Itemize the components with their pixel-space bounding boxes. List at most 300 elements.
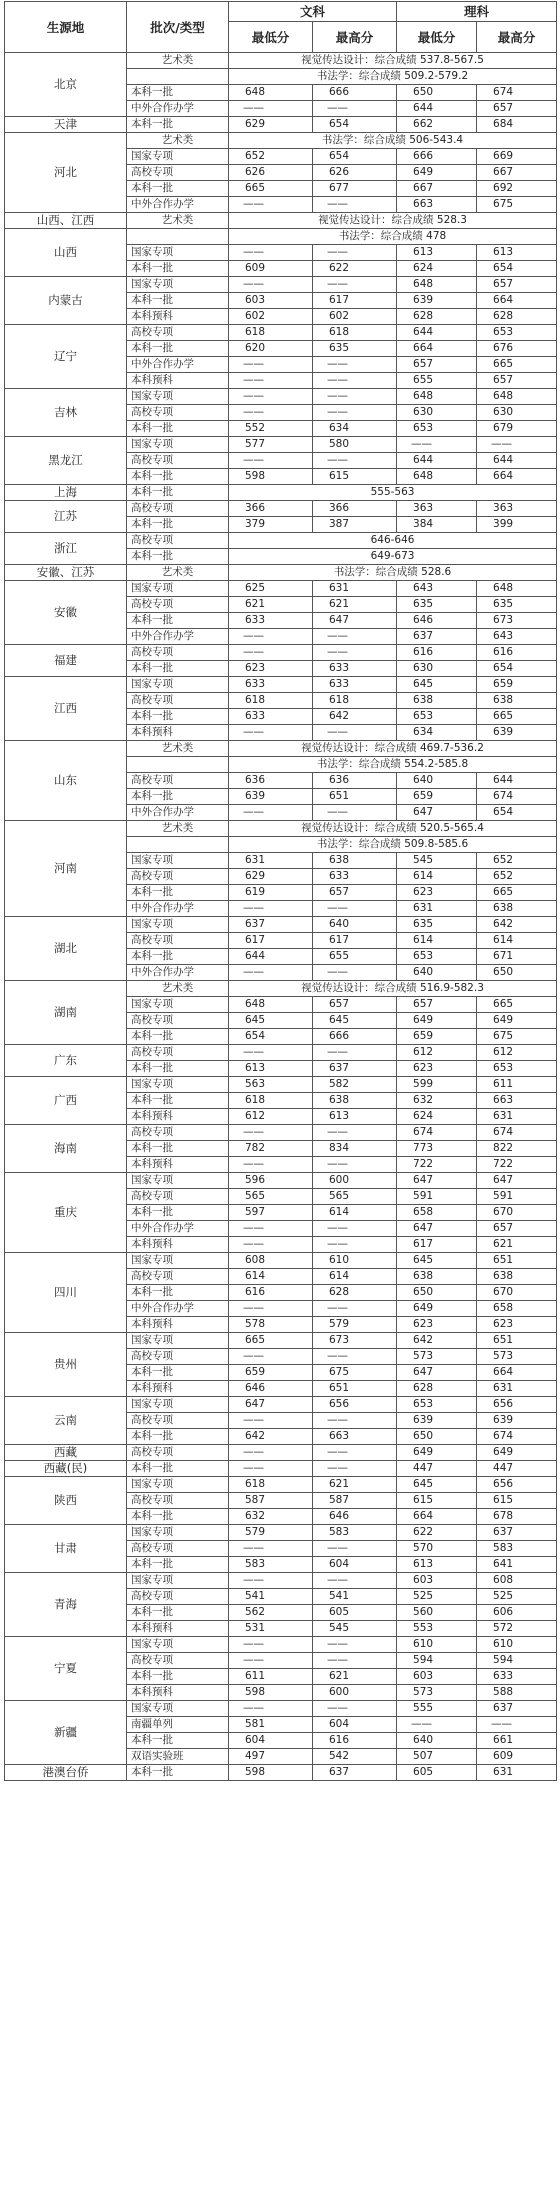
wenke-max-cell: 634	[313, 421, 397, 437]
wenke-min-cell: ——	[229, 1045, 313, 1061]
type-cell: 国家专项	[127, 677, 229, 693]
wenke-max-cell: ——	[313, 645, 397, 661]
wenke-min-cell: ——	[229, 1637, 313, 1653]
type-cell: 本科一批	[127, 1205, 229, 1221]
wenke-max-cell: 618	[313, 325, 397, 341]
like-max-cell: 669	[477, 149, 557, 165]
like-min-cell: 655	[397, 373, 477, 389]
wenke-max-cell: 582	[313, 1077, 397, 1093]
like-min-cell: 640	[397, 965, 477, 981]
wenke-max-cell: 614	[313, 1205, 397, 1221]
like-max-cell: 657	[477, 101, 557, 117]
wenke-min-cell: ——	[229, 725, 313, 741]
type-cell: 本科一批	[127, 1557, 229, 1573]
wenke-min-cell: 633	[229, 709, 313, 725]
wenke-max-cell: 617	[313, 293, 397, 309]
table-row	[5, 117, 557, 133]
like-min-cell: 591	[397, 1189, 477, 1205]
wenke-max-cell: ——	[313, 1653, 397, 1669]
like-min-cell: 570	[397, 1541, 477, 1557]
province-cell: 浙江	[5, 533, 127, 565]
type-cell: 高校专项	[127, 1493, 229, 1509]
like-min-cell: 622	[397, 1525, 477, 1541]
like-max-cell: 663	[477, 1093, 557, 1109]
like-min-cell: 643	[397, 581, 477, 597]
province-cell: 甘肃	[5, 1525, 127, 1573]
table-row	[5, 565, 557, 581]
like-min-cell: 645	[397, 677, 477, 693]
wenke-min-cell: 665	[229, 1333, 313, 1349]
like-min-cell: 773	[397, 1141, 477, 1157]
wenke-max-cell: ——	[313, 965, 397, 981]
type-cell: 艺术类	[127, 133, 229, 149]
wenke-min-cell: 552	[229, 421, 313, 437]
score-table-body	[5, 53, 557, 1781]
wenke-min-cell: ——	[229, 101, 313, 117]
span-score-cell: 视觉传达设计：综合成绩 528.3	[229, 213, 557, 229]
like-min-cell: 647	[397, 1173, 477, 1189]
type-cell: 本科一批	[127, 949, 229, 965]
table-row	[5, 1333, 557, 1349]
type-cell: 高校专项	[127, 1013, 229, 1029]
type-cell: 国家专项	[127, 917, 229, 933]
type-cell: 本科预科	[127, 1157, 229, 1173]
like-min-cell: 615	[397, 1493, 477, 1509]
wenke-min-cell: 644	[229, 949, 313, 965]
wenke-min-cell: 632	[229, 1509, 313, 1525]
wenke-min-cell: 497	[229, 1749, 313, 1765]
wenke-min-cell: 659	[229, 1365, 313, 1381]
span-score-cell: 书法学：综合成绩 506-543.4	[229, 133, 557, 149]
like-max-cell: 665	[477, 709, 557, 725]
like-max-cell: 631	[477, 1765, 557, 1781]
type-cell: 中外合作办学	[127, 1221, 229, 1237]
like-max-cell: 675	[477, 197, 557, 213]
type-cell: 中外合作办学	[127, 1301, 229, 1317]
like-max-cell: 674	[477, 789, 557, 805]
table-row	[5, 1125, 557, 1141]
wenke-min-cell: ——	[229, 373, 313, 389]
wenke-max-cell: ——	[313, 1637, 397, 1653]
like-min-cell: 545	[397, 853, 477, 869]
type-cell: 本科一批	[127, 1509, 229, 1525]
wenke-max-cell: 656	[313, 1397, 397, 1413]
wenke-min-cell: 563	[229, 1077, 313, 1093]
like-max-cell: 594	[477, 1653, 557, 1669]
wenke-max-cell: 605	[313, 1605, 397, 1621]
wenke-max-cell: ——	[313, 1413, 397, 1429]
type-cell: 高校专项	[127, 1413, 229, 1429]
like-max-cell: 665	[477, 885, 557, 901]
type-cell: 本科预科	[127, 1621, 229, 1637]
like-min-cell: 644	[397, 453, 477, 469]
type-cell: 本科一批	[127, 421, 229, 437]
type-cell: 本科一批	[127, 469, 229, 485]
wenke-min-cell: 629	[229, 117, 313, 133]
wenke-max-cell: 542	[313, 1749, 397, 1765]
like-max-cell: 611	[477, 1077, 557, 1093]
type-cell: 本科一批	[127, 341, 229, 357]
like-min-cell: 631	[397, 901, 477, 917]
wenke-max-cell: 635	[313, 341, 397, 357]
header-wenke-min: 最低分	[229, 22, 313, 53]
wenke-min-cell: 616	[229, 1285, 313, 1301]
type-cell: 本科预科	[127, 1381, 229, 1397]
admission-score-table-sheet	[4, 1, 556, 1781]
type-cell: 国家专项	[127, 437, 229, 453]
province-cell: 辽宁	[5, 325, 127, 389]
like-max-cell: ——	[477, 437, 557, 453]
type-cell: 艺术类	[127, 741, 229, 757]
wenke-max-cell: 640	[313, 917, 397, 933]
province-cell: 西藏	[5, 1445, 127, 1461]
like-max-cell: 614	[477, 933, 557, 949]
table-row	[5, 501, 557, 517]
like-max-cell: 642	[477, 917, 557, 933]
like-min-cell: 623	[397, 1061, 477, 1077]
span-score-cell: 书法学：综合成绩 528.6	[229, 565, 557, 581]
wenke-max-cell: 654	[313, 149, 397, 165]
type-cell: 高校专项	[127, 453, 229, 469]
span-score-cell: 书法学：综合成绩 509.2-579.2	[229, 69, 557, 85]
wenke-min-cell: 597	[229, 1205, 313, 1221]
like-min-cell: 605	[397, 1765, 477, 1781]
wenke-min-cell: 652	[229, 149, 313, 165]
like-min-cell: 447	[397, 1461, 477, 1477]
like-min-cell: 664	[397, 341, 477, 357]
wenke-max-cell: 666	[313, 1029, 397, 1045]
wenke-min-cell: ——	[229, 965, 313, 981]
table-row	[5, 277, 557, 293]
span-score-cell: 视觉传达设计：综合成绩 537.8-567.5	[229, 53, 557, 69]
wenke-max-cell: ——	[313, 1125, 397, 1141]
wenke-min-cell: 648	[229, 997, 313, 1013]
wenke-max-cell: ——	[313, 1541, 397, 1557]
wenke-max-cell: ——	[313, 405, 397, 421]
like-max-cell: 665	[477, 357, 557, 373]
type-cell: 本科预科	[127, 1317, 229, 1333]
wenke-min-cell: 379	[229, 517, 313, 533]
wenke-min-cell: 620	[229, 341, 313, 357]
like-min-cell: 628	[397, 1381, 477, 1397]
wenke-max-cell: 673	[313, 1333, 397, 1349]
like-max-cell: 722	[477, 1157, 557, 1173]
wenke-max-cell: ——	[313, 389, 397, 405]
like-max-cell: 657	[477, 373, 557, 389]
type-cell: 高校专项	[127, 1589, 229, 1605]
type-cell: 本科一批	[127, 85, 229, 101]
like-min-cell: 384	[397, 517, 477, 533]
type-cell: 国家专项	[127, 1637, 229, 1653]
wenke-max-cell: ——	[313, 373, 397, 389]
wenke-min-cell: 642	[229, 1429, 313, 1445]
wenke-max-cell: 621	[313, 1477, 397, 1493]
like-max-cell: 654	[477, 661, 557, 677]
like-max-cell: 610	[477, 1637, 557, 1653]
table-row	[5, 917, 557, 933]
type-cell: 国家专项	[127, 1477, 229, 1493]
type-cell: 高校专项	[127, 1541, 229, 1557]
type-cell: 艺术类	[127, 565, 229, 581]
table-row	[5, 53, 557, 69]
like-max-cell: 638	[477, 693, 557, 709]
like-max-cell: 664	[477, 469, 557, 485]
province-cell: 河南	[5, 821, 127, 917]
span-score-cell: 649-673	[229, 549, 557, 565]
type-cell: 本科一批	[127, 1461, 229, 1477]
wenke-max-cell: 663	[313, 1429, 397, 1445]
type-cell: 国家专项	[127, 1333, 229, 1349]
like-max-cell: 643	[477, 629, 557, 645]
type-cell: 本科一批	[127, 1765, 229, 1781]
type-cell: 本科一批	[127, 517, 229, 533]
wenke-max-cell: 638	[313, 853, 397, 869]
type-cell: 高校专项	[127, 405, 229, 421]
province-cell: 云南	[5, 1397, 127, 1445]
like-max-cell: 630	[477, 405, 557, 421]
like-min-cell: 653	[397, 949, 477, 965]
wenke-min-cell: ——	[229, 357, 313, 373]
header-wenke: 文科	[229, 2, 397, 22]
like-max-cell: 631	[477, 1109, 557, 1125]
header-like-min: 最低分	[397, 22, 477, 53]
wenke-min-cell: 654	[229, 1029, 313, 1045]
wenke-min-cell: 578	[229, 1317, 313, 1333]
type-cell: 国家专项	[127, 389, 229, 405]
like-min-cell: 645	[397, 1253, 477, 1269]
like-min-cell: 650	[397, 1429, 477, 1445]
like-min-cell: 650	[397, 85, 477, 101]
like-min-cell: ——	[397, 1717, 477, 1733]
like-max-cell: ——	[477, 1717, 557, 1733]
wenke-max-cell: 618	[313, 693, 397, 709]
like-max-cell: 606	[477, 1605, 557, 1621]
type-cell: 高校专项	[127, 933, 229, 949]
like-min-cell: 573	[397, 1349, 477, 1365]
like-min-cell: 624	[397, 1109, 477, 1125]
wenke-max-cell: 366	[313, 501, 397, 517]
type-cell: 本科预科	[127, 1685, 229, 1701]
like-min-cell: 646	[397, 613, 477, 629]
type-cell: 中外合作办学	[127, 197, 229, 213]
like-min-cell: 635	[397, 917, 477, 933]
wenke-min-cell: ——	[229, 1221, 313, 1237]
type-cell: 本科一批	[127, 885, 229, 901]
like-min-cell: 640	[397, 1733, 477, 1749]
province-cell: 河北	[5, 133, 127, 213]
type-cell: 中外合作办学	[127, 965, 229, 981]
wenke-max-cell: 651	[313, 1381, 397, 1397]
wenke-min-cell: 782	[229, 1141, 313, 1157]
like-min-cell: 624	[397, 261, 477, 277]
table-row	[5, 1701, 557, 1717]
type-cell: 本科一批	[127, 1733, 229, 1749]
like-max-cell: 667	[477, 165, 557, 181]
like-min-cell: 635	[397, 597, 477, 613]
span-score-cell: 646-646	[229, 533, 557, 549]
wenke-min-cell: ——	[229, 645, 313, 661]
type-cell: 本科一批	[127, 485, 229, 501]
type-cell: 本科一批	[127, 1029, 229, 1045]
wenke-min-cell: 604	[229, 1733, 313, 1749]
table-row	[5, 1765, 557, 1781]
like-min-cell: 594	[397, 1653, 477, 1669]
wenke-max-cell: 587	[313, 1493, 397, 1509]
province-cell: 江西	[5, 677, 127, 741]
like-max-cell: 649	[477, 1013, 557, 1029]
wenke-min-cell: 646	[229, 1381, 313, 1397]
like-max-cell: 654	[477, 261, 557, 277]
province-cell: 内蒙古	[5, 277, 127, 325]
type-cell: 高校专项	[127, 1189, 229, 1205]
wenke-max-cell: 614	[313, 1269, 397, 1285]
like-min-cell: 573	[397, 1685, 477, 1701]
wenke-max-cell: 580	[313, 437, 397, 453]
province-cell: 西藏(民)	[5, 1461, 127, 1477]
wenke-min-cell: 577	[229, 437, 313, 453]
type-cell: 高校专项	[127, 869, 229, 885]
type-cell: 高校专项	[127, 1653, 229, 1669]
type-cell: 国家专项	[127, 1525, 229, 1541]
province-cell: 山西	[5, 229, 127, 277]
like-min-cell: 647	[397, 805, 477, 821]
wenke-min-cell: ——	[229, 1157, 313, 1173]
type-cell: 本科一批	[127, 1605, 229, 1621]
type-cell	[127, 69, 229, 85]
like-max-cell: 674	[477, 1125, 557, 1141]
table-row	[5, 1077, 557, 1093]
table-row	[5, 1397, 557, 1413]
like-max-cell: 612	[477, 1045, 557, 1061]
wenke-min-cell: ——	[229, 453, 313, 469]
type-cell: 本科预科	[127, 1109, 229, 1125]
wenke-max-cell: 565	[313, 1189, 397, 1205]
wenke-min-cell: 648	[229, 85, 313, 101]
type-cell: 艺术类	[127, 821, 229, 837]
type-cell: 高校专项	[127, 325, 229, 341]
wenke-min-cell: 617	[229, 933, 313, 949]
wenke-min-cell: 598	[229, 1765, 313, 1781]
table-row	[5, 1253, 557, 1269]
province-cell: 安徽	[5, 581, 127, 645]
wenke-min-cell: 618	[229, 1093, 313, 1109]
like-max-cell: 684	[477, 117, 557, 133]
like-min-cell: 630	[397, 661, 477, 677]
like-min-cell: 666	[397, 149, 477, 165]
wenke-min-cell: 531	[229, 1621, 313, 1637]
like-max-cell: 674	[477, 85, 557, 101]
table-row	[5, 133, 557, 149]
wenke-max-cell: 655	[313, 949, 397, 965]
type-cell: 国家专项	[127, 1253, 229, 1269]
province-cell: 安徽、江苏	[5, 565, 127, 581]
wenke-max-cell: ——	[313, 725, 397, 741]
province-cell: 港澳台侨	[5, 1765, 127, 1781]
type-cell: 本科预科	[127, 373, 229, 389]
like-max-cell: 671	[477, 949, 557, 965]
type-cell: 艺术类	[127, 213, 229, 229]
span-score-cell: 视觉传达设计：综合成绩 520.5-565.4	[229, 821, 557, 837]
table-row	[5, 1525, 557, 1541]
like-max-cell: 573	[477, 1349, 557, 1365]
like-min-cell: 637	[397, 629, 477, 645]
like-min-cell: 658	[397, 1205, 477, 1221]
like-min-cell: 623	[397, 885, 477, 901]
wenke-max-cell: ——	[313, 629, 397, 645]
wenke-max-cell: 646	[313, 1509, 397, 1525]
province-cell: 四川	[5, 1253, 127, 1333]
type-cell: 本科一批	[127, 1669, 229, 1685]
wenke-min-cell: ——	[229, 629, 313, 645]
province-cell: 福建	[5, 645, 127, 677]
like-max-cell: 664	[477, 1365, 557, 1381]
wenke-min-cell: ——	[229, 1125, 313, 1141]
wenke-max-cell: 642	[313, 709, 397, 725]
like-max-cell: 583	[477, 1541, 557, 1557]
like-max-cell: 673	[477, 613, 557, 629]
wenke-max-cell: 638	[313, 1093, 397, 1109]
span-score-cell: 书法学：综合成绩 478	[229, 229, 557, 245]
wenke-min-cell: ——	[229, 197, 313, 213]
table-row	[5, 1461, 557, 1477]
province-cell: 黑龙江	[5, 437, 127, 485]
like-min-cell: 612	[397, 1045, 477, 1061]
wenke-max-cell: 579	[313, 1317, 397, 1333]
type-cell: 本科一批	[127, 789, 229, 805]
like-max-cell: 650	[477, 965, 557, 981]
wenke-max-cell: ——	[313, 1157, 397, 1173]
wenke-max-cell: 626	[313, 165, 397, 181]
table-row	[5, 581, 557, 597]
like-min-cell: 648	[397, 389, 477, 405]
province-cell: 海南	[5, 1125, 127, 1173]
like-min-cell: 555	[397, 1701, 477, 1717]
like-max-cell: 822	[477, 1141, 557, 1157]
type-cell: 艺术类	[127, 53, 229, 69]
type-cell: 本科一批	[127, 1141, 229, 1157]
like-max-cell: 608	[477, 1573, 557, 1589]
wenke-max-cell: 600	[313, 1173, 397, 1189]
type-cell: 本科一批	[127, 181, 229, 197]
like-min-cell: 632	[397, 1093, 477, 1109]
like-max-cell: 654	[477, 805, 557, 821]
wenke-max-cell: 616	[313, 1733, 397, 1749]
like-min-cell: 610	[397, 1637, 477, 1653]
wenke-max-cell: ——	[313, 1237, 397, 1253]
span-score-cell: 视觉传达设计：综合成绩 469.7-536.2	[229, 741, 557, 757]
type-cell: 本科预科	[127, 725, 229, 741]
type-cell: 国家专项	[127, 1397, 229, 1413]
wenke-max-cell: 604	[313, 1557, 397, 1573]
type-cell: 双语实验班	[127, 1749, 229, 1765]
wenke-max-cell: 645	[313, 1013, 397, 1029]
table-row	[5, 229, 557, 245]
type-cell: 本科一批	[127, 1429, 229, 1445]
like-min-cell: 603	[397, 1669, 477, 1685]
province-cell: 江苏	[5, 501, 127, 533]
wenke-min-cell: ——	[229, 901, 313, 917]
like-min-cell: 634	[397, 725, 477, 741]
type-cell: 高校专项	[127, 773, 229, 789]
type-cell: 国家专项	[127, 149, 229, 165]
type-cell: 本科一批	[127, 261, 229, 277]
wenke-min-cell: 598	[229, 1685, 313, 1701]
like-max-cell: 656	[477, 1397, 557, 1413]
province-cell: 天津	[5, 117, 127, 133]
wenke-max-cell: 610	[313, 1253, 397, 1269]
wenke-max-cell: 583	[313, 1525, 397, 1541]
wenke-max-cell: 602	[313, 309, 397, 325]
